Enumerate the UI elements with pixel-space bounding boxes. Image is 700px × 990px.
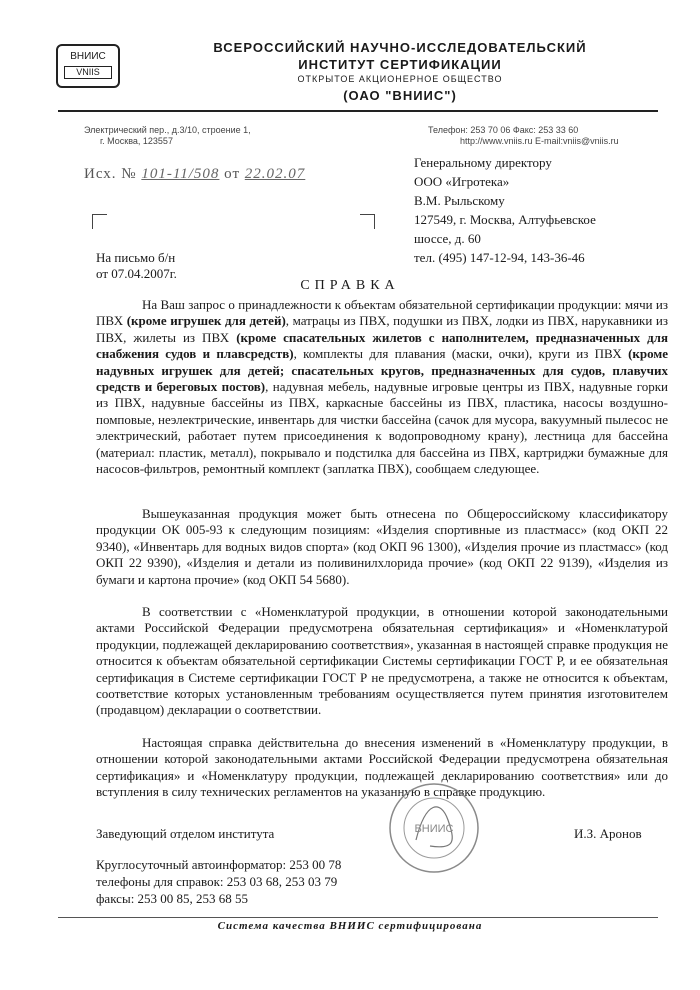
org-short-name: (ОАО "ВНИИС") — [343, 88, 457, 103]
signatory-title: Заведующий отделом института — [96, 826, 275, 841]
document-title: СПРАВКА — [300, 278, 400, 293]
info-faxes: факсы: 253 00 85, 253 68 55 — [96, 891, 249, 906]
address-line1: Электрический пер., д.3/10, строение 1, — [84, 125, 251, 135]
recipient-position: Генеральному директору — [414, 155, 552, 170]
footer-divider — [58, 917, 658, 918]
reply-date: от 07.04.2007г. — [96, 266, 177, 281]
address-corner-left — [92, 214, 107, 229]
outgoing-date-value: 22.02.07 — [244, 166, 306, 182]
p1-text-c: , матрацы из ПВХ, подушки из ПВХ, лодки из ПВХ, нарукавники из ПВХ, жилеты из ПВХ — [96, 313, 668, 345]
body-paragraph-1 — [96, 297, 668, 477]
body-paragraph-2: Вышеуказанная продукция может быть отнесена по Общероссийскому классификатору продукции ОК 005-93 к следующим позициям: «Изделия спортивные из пластмасс» (код ОКП 22 9340), «Инвентарь для водных видов спорта» (код ОКП 96 1300), «Изделия прочие из пластмасс» (код ОКП 22 9390), «Изделия и детали из поливинилхлорида прочие» (код ОКП 22 9139), «Изделия из бумаги и картона прочие» (код ОКП 54 5680). — [96, 506, 668, 587]
round-stamp — [386, 780, 482, 876]
quality-footer: Система качества ВНИИС сертифицирована — [217, 920, 483, 932]
info-phones: телефоны для справок: 253 03 68, 253 03 79 — [96, 874, 338, 889]
recipient-address-line2: шоссе, д. 60 — [414, 231, 481, 246]
outgoing-prefix: Исх. № — [84, 166, 137, 182]
recipient-block — [414, 153, 596, 267]
stamp-text: ВНИИС — [414, 823, 454, 835]
recipient-company: ООО «Игротека» — [414, 174, 510, 189]
info-autoinformer: Круглосуточный автоинформатор: 253 00 78 — [96, 857, 342, 872]
address-corner-right — [360, 214, 375, 229]
reply-letter: На письмо б/н — [96, 250, 176, 265]
p1-bold-f: (кроме надувных игрушек для детей; спасательных кругов, предназначенных для судов, плавучих средств и береговых постов) — [96, 346, 668, 395]
recipient-name: В.М. Рыльскому — [414, 193, 505, 208]
signatory-name: И.З. Аронов — [574, 826, 642, 841]
vniis-logo — [56, 44, 120, 88]
recipient-address-line1: 127549, г. Москва, Алтуфьевское — [414, 212, 596, 227]
p1-bold-b: (кроме игрушек для детей) — [126, 313, 286, 329]
contact-line2: http://www.vniis.ru E-mail:vniis@vniis.ru — [460, 136, 619, 146]
outgoing-date-prefix: от — [224, 166, 241, 182]
letterhead-divider — [58, 110, 658, 112]
recipient-phone: тел. (495) 147-12-94, 143-36-46 — [414, 250, 585, 265]
org-name-line2: ИНСТИТУТ СЕРТИФИКАЦИИ — [298, 57, 502, 72]
logo-text-top: ВНИИС — [70, 51, 106, 62]
outgoing-number-value: 101-11/508 — [141, 166, 220, 182]
org-name-line1: ВСЕРОССИЙСКИЙ НАУЧНО-ИССЛЕДОВАТЕЛЬСКИЙ — [213, 40, 587, 55]
p1-text-a: На Ваш запрос о принадлежности к объектам обязательной сертификации продукции: мячи из ПВХ — [96, 297, 668, 329]
logo-text-bottom: VNIIS — [64, 66, 112, 79]
org-type: ОТКРЫТОЕ АКЦИОНЕРНОЕ ОБЩЕСТВО — [297, 74, 503, 84]
p1-text-e: , комплекты для плавания (маски, очки), круги из ПВХ — [293, 346, 629, 362]
contact-line1: Телефон: 253 70 06 Факс: 253 33 60 — [428, 125, 579, 135]
outgoing-number — [84, 166, 305, 183]
address-line2: г. Москва, 123557 — [100, 136, 173, 146]
body-paragraph-4: Настоящая справка действительна до внесения изменений в «Номенклатуру продукции, в отношении которой законодательными актами Российской Федерации предусмотрена обязательная сертификация» и «Номенклатуру продукции, подлежащей декларированию соответствия» или до вступления в силу технических регламентов на указанную в справке продукцию. — [96, 735, 668, 800]
p1-text-g: , надувная мебель, надувные игровые центры из ПВХ, надувные горки из ПВХ, надувные бассейны из ПВХ, каркасные бассейны из ПВХ, пластика, насосы воздушно-помповые, неэлектрические, инвентарь для чистки бассейна (сачок для мусора, вакуумный пылесос не электрический, работает путем присоединения к водопроводному крану), лестница для бассейна (материал: пластик, металл), покрывало и подстилка для бассейна из ПВХ, картриджи бумажные для насосов-фильтров, ремонтный комплект (заплатка ПВХ), сообщаем следующее. — [96, 379, 668, 477]
p1-bold-d: (кроме спасательных жилетов с наполнителем, предназначенных для снабжения судов и плавсредств) — [96, 329, 669, 362]
body-paragraph-3: В соответствии с «Номенклатурой продукции, в отношении которой законодательными актами Российской Федерации предусмотрена обязательная сертификация» и «Номенклатурой продукции, подлежащей декларированию соответствия», указанная в настоящей справке продукция не относится к объектам обязательной сертификации Системы сертификации ГОСТ Р, и ее обязательная сертификация в Системе сертификации ГОСТ Р не предусмотрена, а также не относится к объектам, соответствие которых установленным требованиям осуществляется путем принятия изготовителем (продавцом) декларации о соответствии. — [96, 604, 668, 718]
